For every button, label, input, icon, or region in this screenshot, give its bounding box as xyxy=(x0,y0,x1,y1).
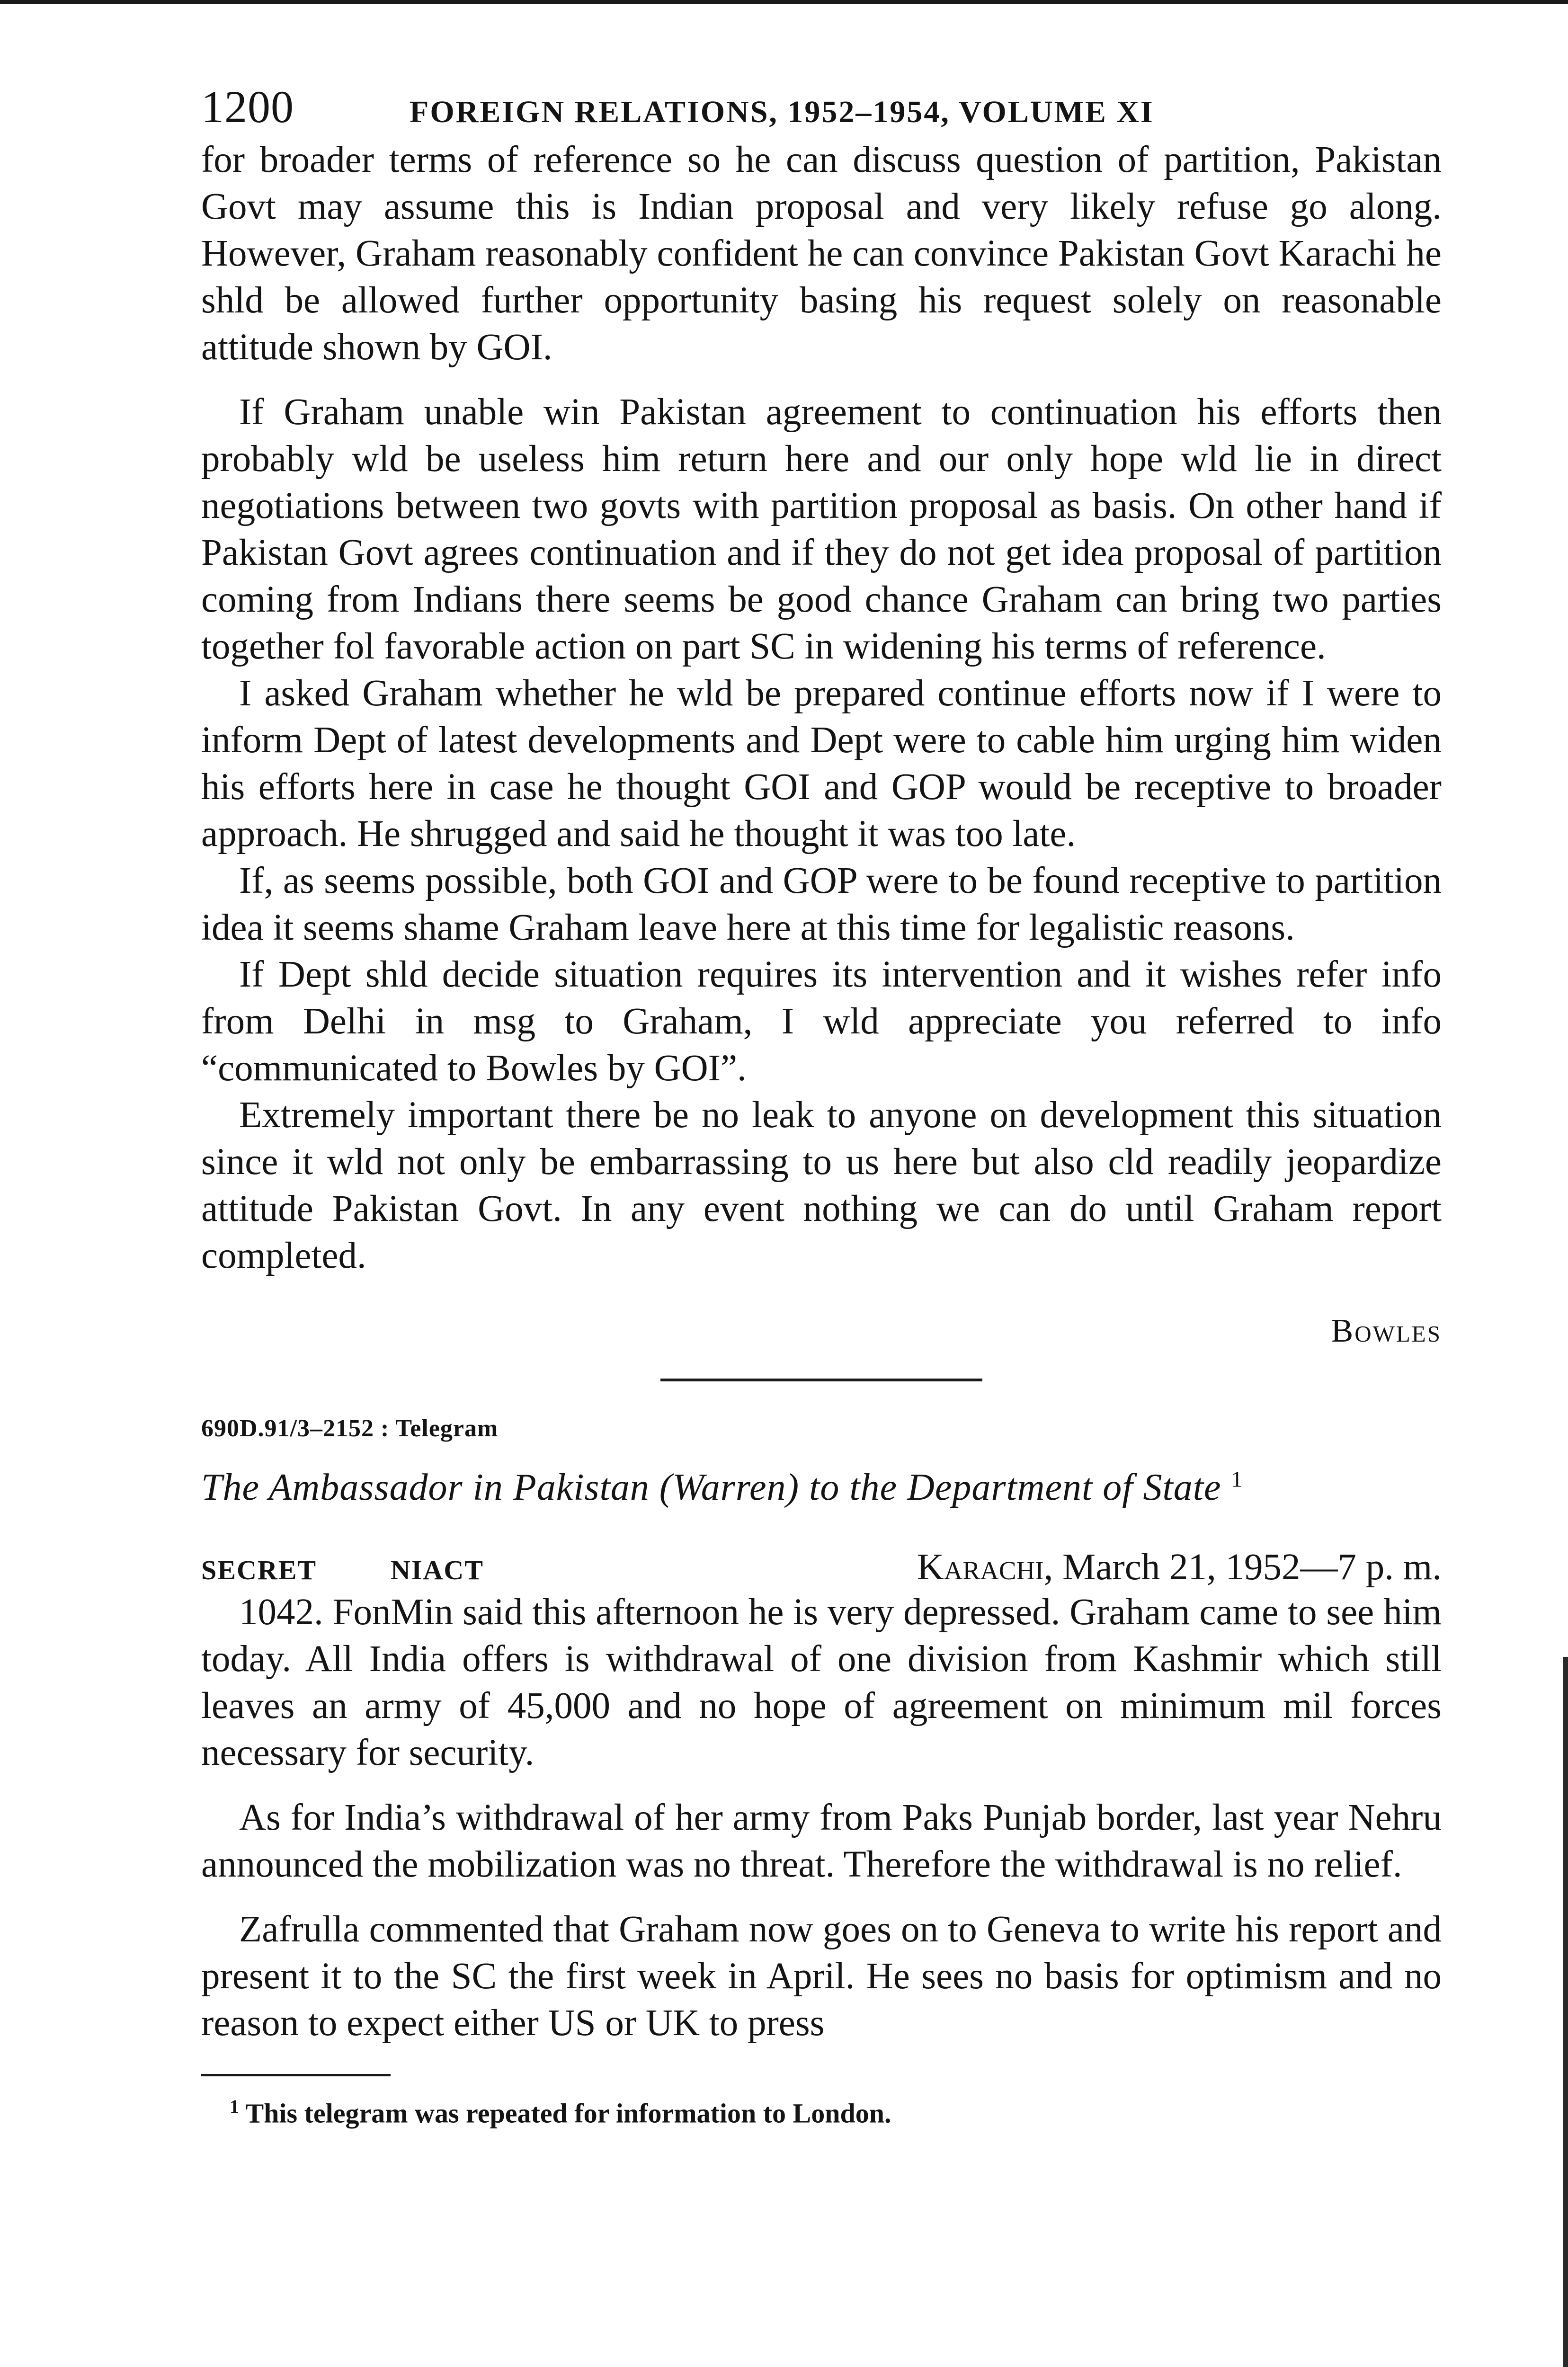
footnote-marker: 1 xyxy=(1231,1467,1243,1492)
footnote-rule xyxy=(201,2074,391,2076)
scan-top-edge xyxy=(0,0,1568,4)
place-and-date xyxy=(917,1546,1442,1589)
document-title xyxy=(201,1466,1442,1509)
paragraph: Extremely important there be no leak to anyone on development this situation since it wld not only be embarrassing to us here but also cld readily jeopardize attitude Pakistan Govt. In any event nothing we can do until Graham report completed. xyxy=(201,1095,1442,1276)
paragraph: 1042. FonMin said this afternoon he is very depressed. Graham came to see him today. All India offers is withdrawal of one division from Kashmir which still leaves an army of 45,000 and no hope of agreement on minimum mil forces necessary for security. xyxy=(201,1592,1442,1773)
page-content xyxy=(201,80,1442,2129)
scan-right-edge xyxy=(1563,1657,1568,2367)
footnote xyxy=(230,2095,1442,2129)
continued-paragraph: for broader terms of reference so he can discuss question of partition, Pakistan Govt may assume this is Indian proposal and very likely refuse go along. However, Graham reasonably confident he can convince Pakistan Govt Karachi he shld be allowed further opportunity basing his request solely on reasonable attitude shown by GOI. xyxy=(201,139,1442,368)
footnote-mark: 1 xyxy=(230,2096,239,2117)
paragraph: If, as seems possible, both GOI and GOP were to be found receptive to partition idea it seems shame Graham leave here at this time for legalistic reasons. xyxy=(201,860,1442,948)
paragraph: I asked Graham whether he wld be prepared continue efforts now if I were to inform Dept of latest developments and Dept were to cable him urging him widen his efforts here in case he thought GOI and GOP would be receptive to broader approach. He shrugged and said he thought it was too late. xyxy=(201,673,1442,854)
page-number: 1200 xyxy=(201,81,294,132)
paragraph: As for India’s withdrawal of her army from Paks Punjab border, last year Nehru announced the mobilization was no threat. Therefore the withdrawal is no relief. xyxy=(201,1797,1442,1885)
paragraph: Zafrulla commented that Graham now goes on to Geneva to write his report and present it to the SC the first week in April. He sees no basis for optimism and no reason to expect either US or UK to press xyxy=(201,1909,1442,2044)
date: March 21, 1952—7 p. m. xyxy=(1062,1547,1442,1588)
running-header xyxy=(201,80,1442,133)
paragraph: If Graham unable win Pakistan agreement to continuation his efforts then probably wld be useless him return here and our only hope wld lie in direct negotiations between two govts with partition proposal as basis. On other hand if Pakistan Govt agrees continuation and if they do not get idea proposal of partition coming from Indians there seems be good chance Graham can bring two parties together fol favorable action on part SC in widening his terms of reference. xyxy=(201,392,1442,667)
place: Karachi, xyxy=(917,1547,1053,1588)
document-title-text: The Ambassador in Pakistan (Warren) to the Department of State xyxy=(201,1467,1221,1508)
dateline xyxy=(201,1546,1442,1589)
running-title: FOREIGN RELATIONS, 1952–1954, VOLUME XI xyxy=(410,95,1154,129)
footnote-text: This telegram was repeated for information to London. xyxy=(245,2098,891,2129)
paragraph: If Dept shld decide situation requires its intervention and it wishes refer info from Delhi in msg to Graham, I wld appreciate you referred to info “communicated to Bowles by GOI”. xyxy=(201,954,1442,1089)
precedence-mark: NIACT xyxy=(391,1555,484,1585)
section-divider xyxy=(660,1379,982,1381)
signature: Bowles xyxy=(1331,1313,1442,1349)
file-reference: 690D.91/3–2152 : Telegram xyxy=(201,1415,499,1442)
classification-mark: SECRET xyxy=(201,1555,317,1585)
